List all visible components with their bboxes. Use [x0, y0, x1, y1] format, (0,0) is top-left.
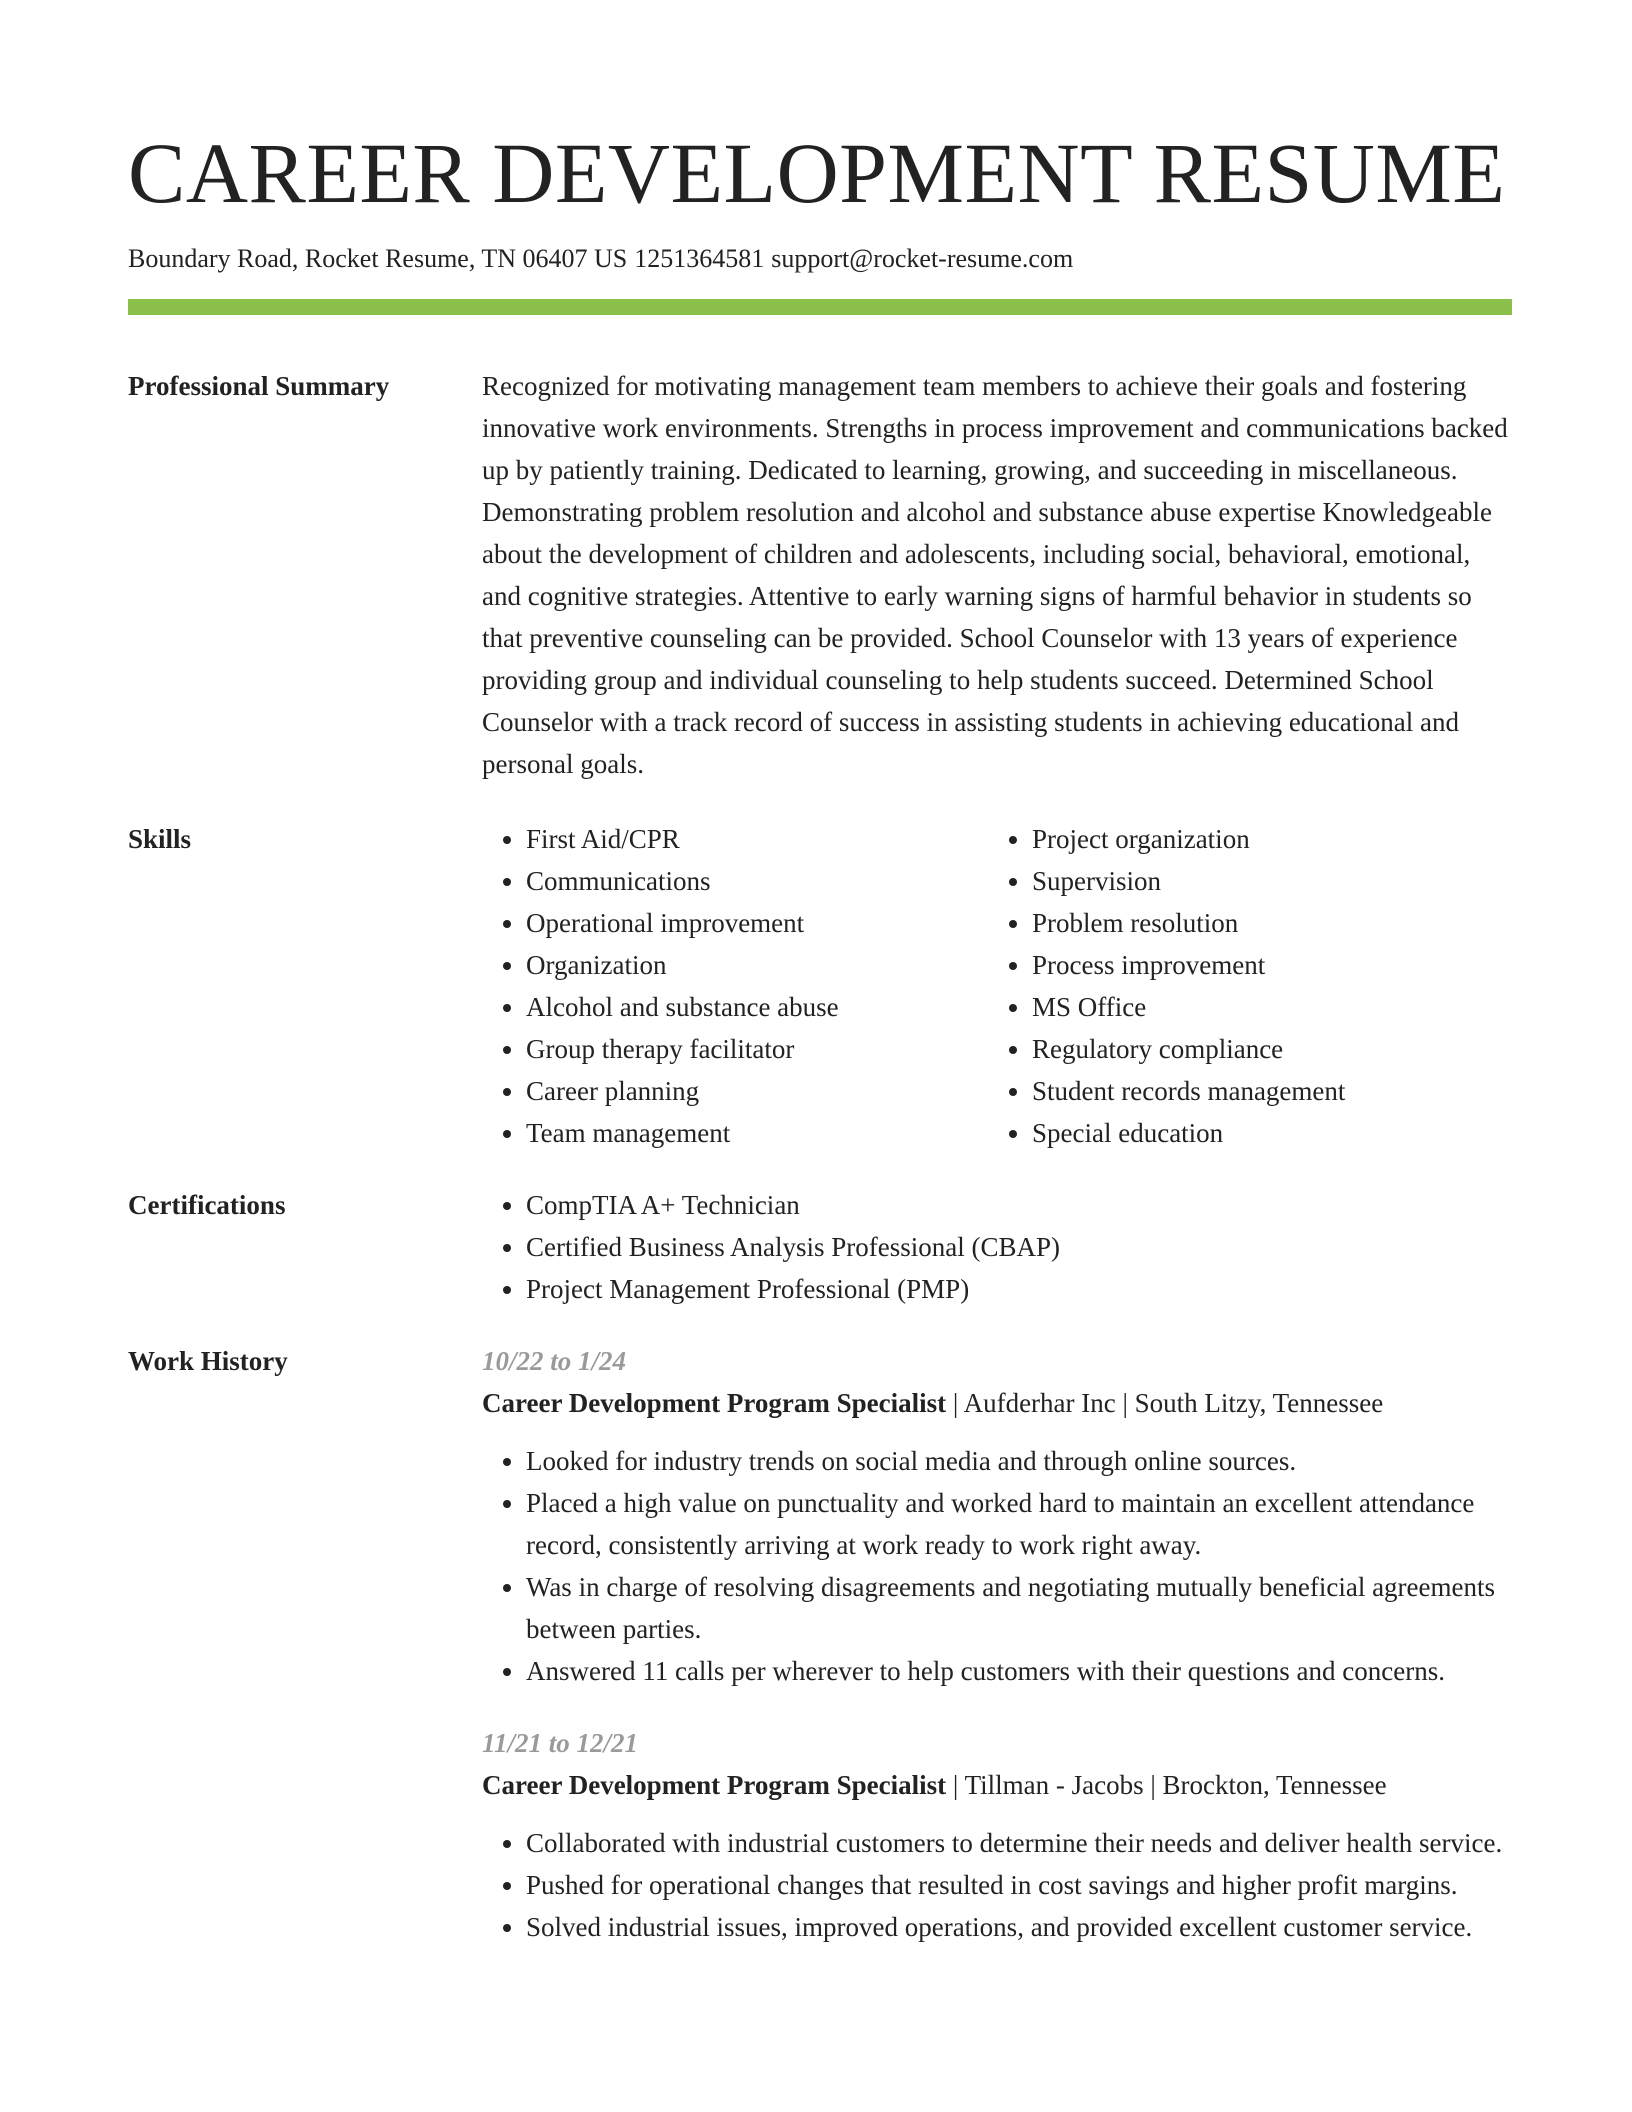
skill-item: • Group therapy facilitator	[526, 1028, 988, 1070]
contact-address: Boundary Road, Rocket Resume, TN 06407 US	[128, 244, 628, 273]
job-location: South Litzy, Tennessee	[1134, 1388, 1384, 1418]
skill-item: • Operational improvement	[526, 902, 988, 944]
skill-item: • Regulatory compliance	[1032, 1028, 1494, 1070]
resume-page	[128, 0, 1512, 1948]
skill-item: • MS Office	[1032, 986, 1494, 1028]
job-bullet: • Was in charge of resolving disagreements and negotiating mutually beneficial agreements between parties.	[526, 1566, 1526, 1650]
job-dates: 10/22 to 1/24	[482, 1346, 627, 1376]
professional-summary-section	[128, 365, 1512, 785]
header-divider	[128, 299, 1512, 315]
job-bullet: • Pushed for operational changes that resulted in cost savings and higher profit margins.	[526, 1864, 1526, 1906]
contact-email: support@rocket-resume.com	[771, 244, 1074, 273]
skills-list-left	[482, 818, 988, 1154]
job-bullets	[482, 1440, 1526, 1692]
skill-item: • Alcohol and substance abuse	[526, 986, 988, 1028]
job-separator: |	[952, 1388, 959, 1418]
skill-item: • Project organization	[1032, 818, 1494, 860]
job-separator: |	[1122, 1388, 1128, 1418]
job-bullet: • Looked for industry trends on social media and through online sources.	[526, 1440, 1526, 1482]
work-history-section	[128, 1340, 1512, 1948]
job-entry	[482, 1722, 1526, 1948]
certifications-list	[482, 1184, 1512, 1310]
job-separator: |	[1150, 1770, 1156, 1800]
skill-item: • First Aid/CPR	[526, 818, 988, 860]
skill-item: • Process improvement	[1032, 944, 1494, 986]
skills-list-right	[988, 818, 1494, 1154]
section-label-certifications: Certifications	[128, 1190, 286, 1220]
job-bullet: • Solved industrial issues, improved operations, and provided excellent customer service.	[526, 1906, 1526, 1948]
certification-item: • Certified Business Analysis Professional (CBAP)	[526, 1226, 1512, 1268]
job-heading	[482, 1764, 1526, 1806]
certification-item: • Project Management Professional (PMP)	[526, 1268, 1512, 1310]
skill-item: • Problem resolution	[1032, 902, 1494, 944]
job-bullet: • Collaborated with industrial customers to determine their needs and deliver health service.	[526, 1822, 1526, 1864]
certifications-section	[128, 1184, 1512, 1310]
skill-item: • Communications	[526, 860, 988, 902]
resume-title: CAREER DEVELOPMENT RESUME	[128, 125, 1506, 221]
section-label-work-history: Work History	[128, 1346, 288, 1376]
job-separator: |	[952, 1770, 959, 1800]
job-company: Tillman - Jacobs	[964, 1770, 1144, 1800]
job-company: Aufderhar Inc	[963, 1388, 1116, 1418]
job-bullet: • Placed a high value on punctuality and worked hard to maintain an excellent attendance record, consistently arriving at work ready to work right away.	[526, 1482, 1526, 1566]
job-location: Brockton, Tennessee	[1162, 1770, 1387, 1800]
job-heading	[482, 1382, 1526, 1424]
job-entry	[482, 1340, 1526, 1692]
skill-item: • Supervision	[1032, 860, 1494, 902]
job-bullet: • Answered 11 calls per wherever to help customers with their questions and concerns.	[526, 1650, 1526, 1692]
contact-line	[128, 242, 1512, 276]
skill-item: • Special education	[1032, 1112, 1494, 1154]
job-bullets	[482, 1822, 1526, 1948]
job-title: Career Development Program Specialist	[482, 1770, 947, 1800]
skills-section	[128, 818, 1512, 1154]
job-dates: 11/21 to 12/21	[482, 1728, 639, 1758]
section-label-skills: Skills	[128, 824, 192, 854]
job-title: Career Development Program Specialist	[482, 1388, 947, 1418]
section-label-professional-summary: Professional Summary	[128, 371, 390, 401]
skill-item: • Student records management	[1032, 1070, 1494, 1112]
skill-item: • Organization	[526, 944, 988, 986]
certification-item: • CompTIA A+ Technician	[526, 1184, 1512, 1226]
skill-item: • Team management	[526, 1112, 988, 1154]
contact-phone: 1251364581	[634, 244, 765, 273]
summary-text: Recognized for motivating management team members to achieve their goals and fostering innovative work environments. Strengths in process improvement and communications backed up by patiently training. Dedicated to learning, growing, and succeeding in miscellaneous. Demonstrating problem resolution and alcohol and substance abuse expertise Knowledgeable about the development of children and adolescents, including social, behavioral, emotional, and cognitive strategies. Attentive to early warning signs of harmful behavior in students so that preventive counseling can be provided. School Counselor with 13 years of experience providing group and individual counseling to help students succeed. Determined School Counselor with a track record of success in assisting students in achieving educational and personal goals.	[482, 371, 1508, 779]
skill-item: • Career planning	[526, 1070, 988, 1112]
